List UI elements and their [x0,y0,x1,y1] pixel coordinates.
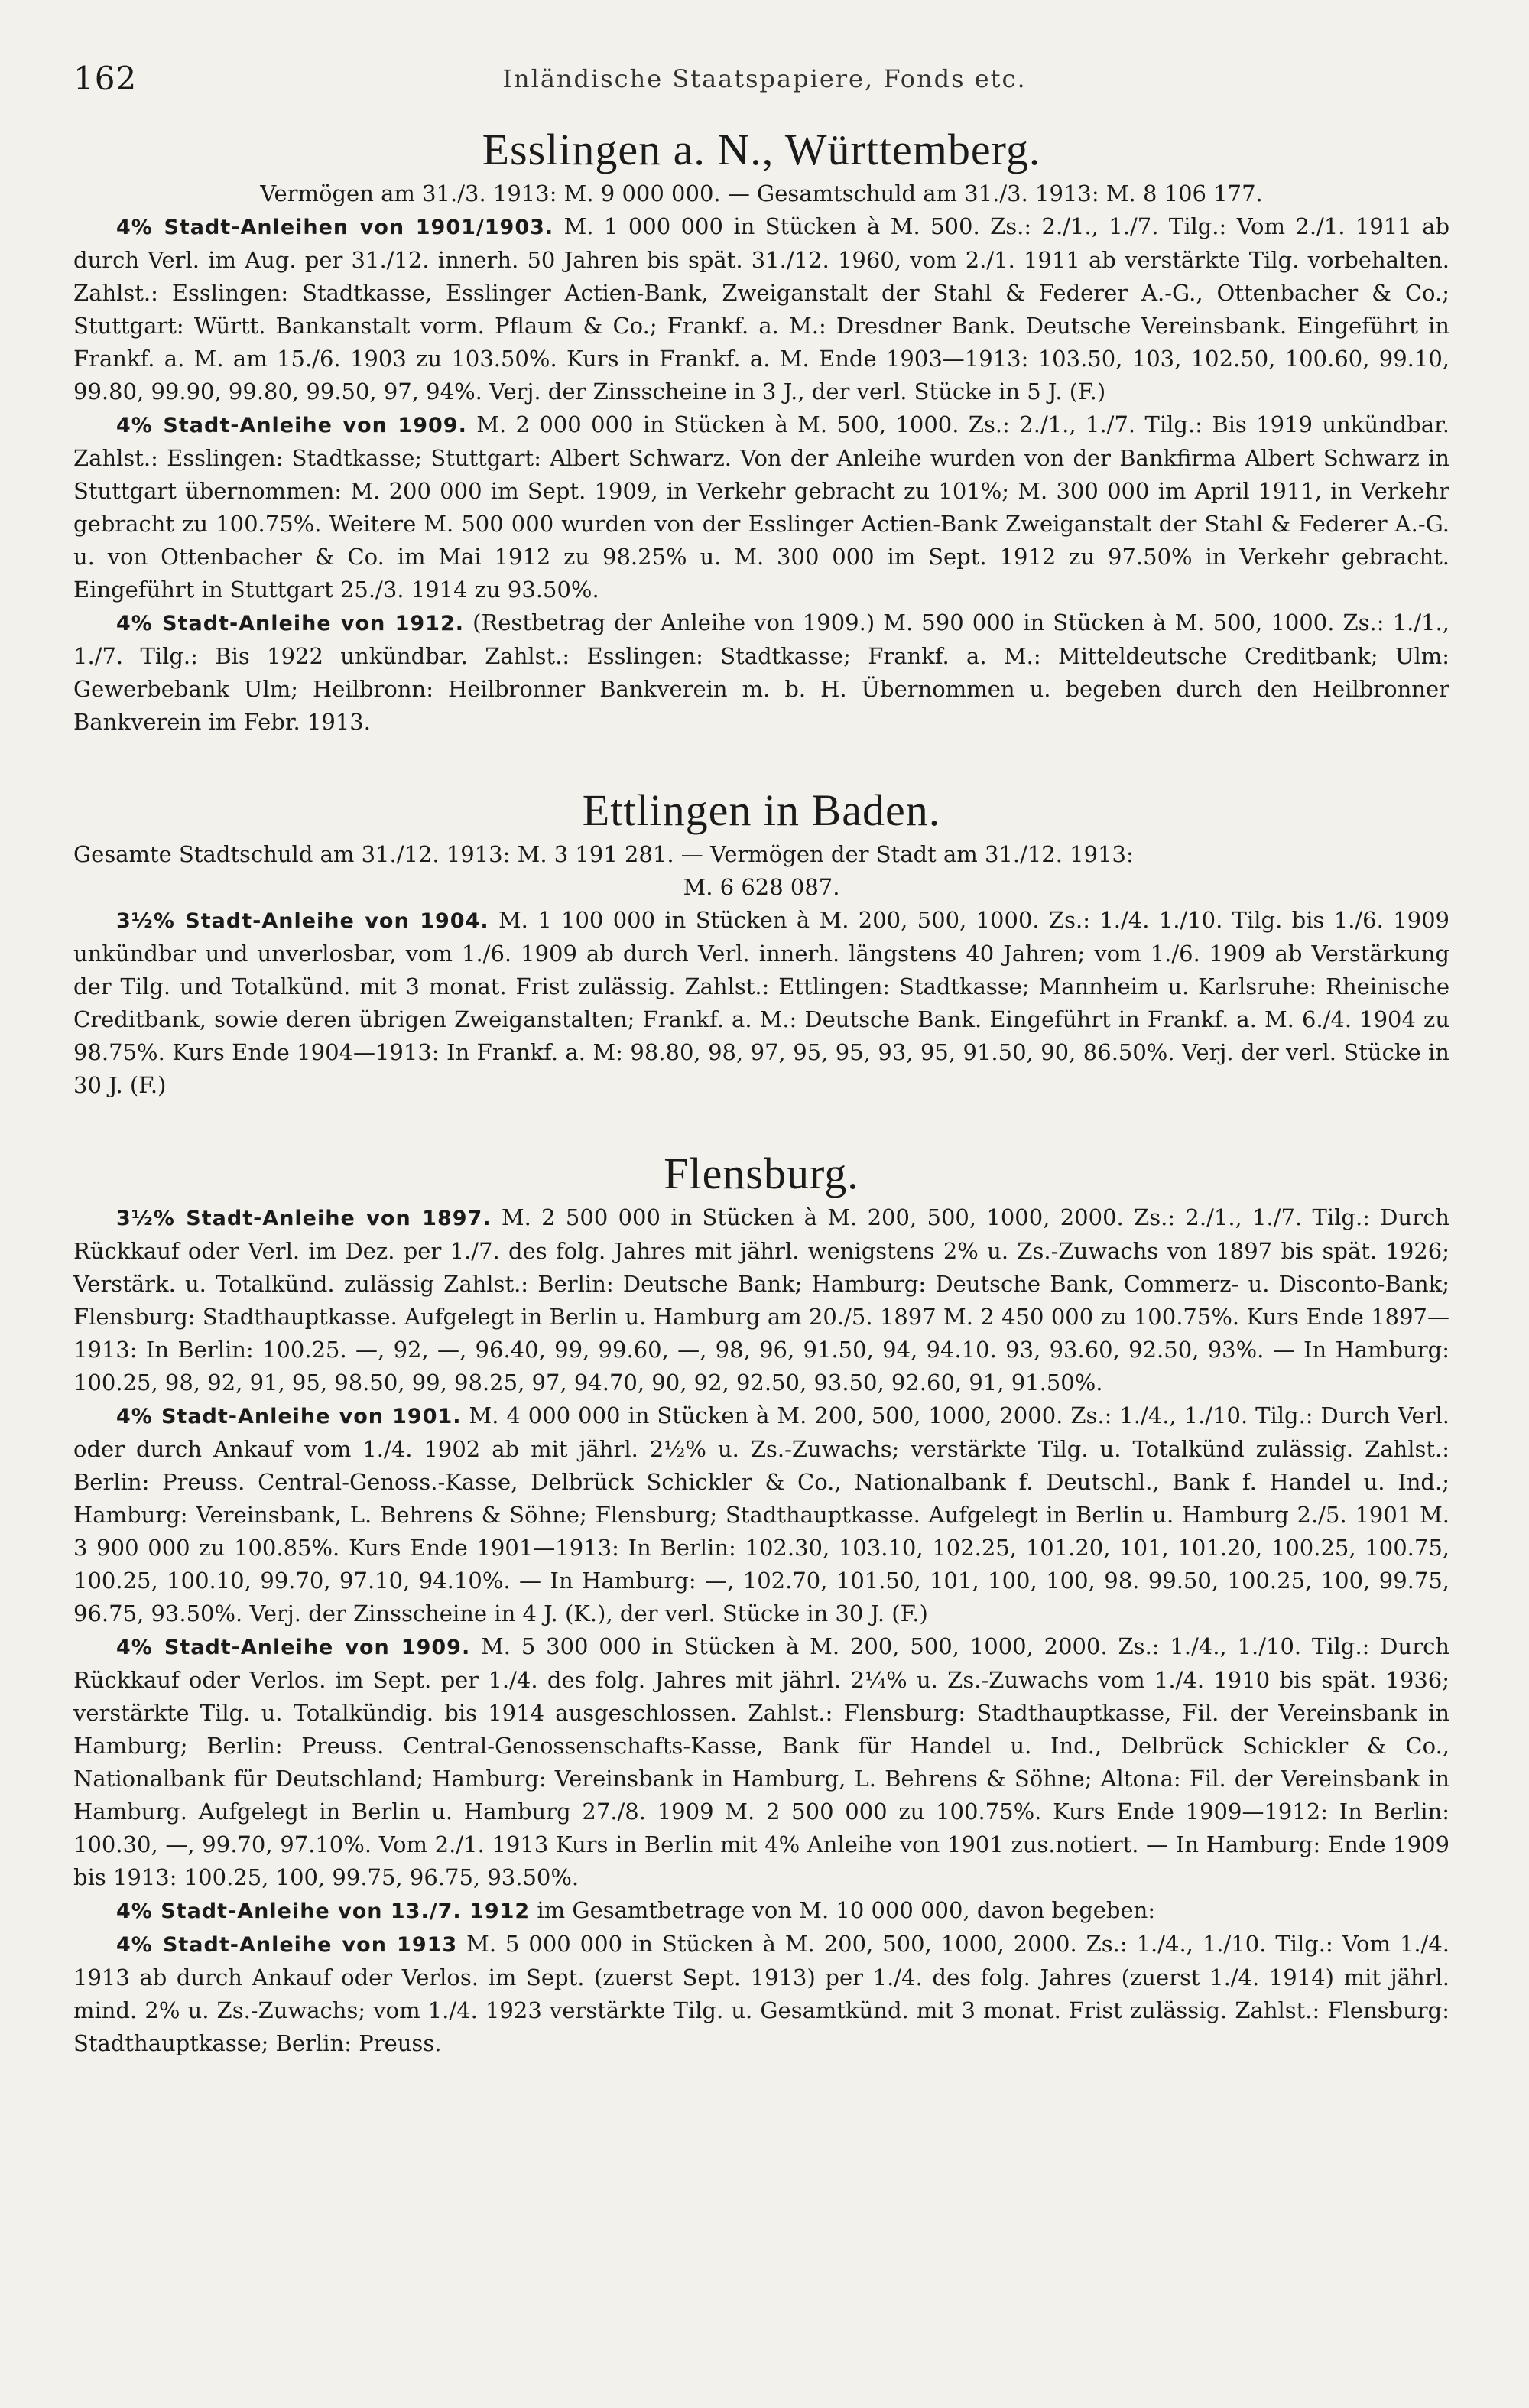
bond-entry [73,1630,1449,1894]
bond-entry [73,606,1449,739]
section-flensburg [73,1146,1449,2060]
bond-title: 4% Stadt-Anleihe von 1913 [116,1933,458,1957]
section-esslingen [73,122,1449,739]
section-heading: Ettlingen in Baden. [582,785,941,835]
bond-entry [73,210,1449,408]
bond-text: M. 5 300 000 in Stücken à M. 200, 500, 1000, 2000. Zs.: 1./4., 1./10. Tilg.: Durch Rückkauf oder Verlos. im Sept. per 1./4. des folg. Jahres mit jährl. 2¼% u. Zs.-Zuwachs vom 1./4. 1910 bis spät. 1936; verstärkte Tilg. u. Totalkündig. bis 1914 ausgeschlossen. Zahlst.: Flensburg: Stadthauptkasse, Fil. der Vereinsbank in Hamburg; Berlin: Preuss. Central-Genossenschafts-Kasse, Bank für Handel u. Ind., Delbrück Schickler & Co., Nationalbank für Deutschland; Hamburg: Vereinsbank in Hamburg, L. Behrens & Söhne; Altona: Fil. der Vereinsbank in Hamburg. Aufgelegt in Berlin u. Hamburg 27./8. 1909 M. 2 500 000 zu 100.75%. Kurs Ende 1909—1912: In Berlin: 100.30, —, 99.70, 97.10%. Vom 2./1. 1913 Kurs in Berlin mit 4% Anleihe von 1901 zus.notiert. — In Hamburg: Ende 1909 bis 1913: 100.25, 100, 99.75, 96.75, 93.50%. [73,1633,1449,1890]
bond-title: 4% Stadt-Anleihen von 1901/1903. [116,216,554,239]
section-intro: Gesamte Stadtschuld am 31./12. 1913: M. 3 191 281. — Vermögen der Stadt am 31./12. 1913: [73,841,1134,867]
bond-title: 4% Stadt-Anleihe von 13./7. 1912 [116,1899,531,1923]
bond-title: 4% Stadt-Anleihe von 1901. [116,1405,462,1428]
section-intro-cont: M. 6 628 087. [683,874,840,900]
running-head [73,60,1456,106]
bond-entry [73,904,1449,1102]
bond-text: M. 2 000 000 in Stücken à M. 500, 1000. Zs.: 2./1., 1./7. Tilg.: Bis 1919 unkündbar. Zahlst.: Esslingen: Stadtkasse; Stuttgart: Albert Schwarz. Von der Anleihe wurden von der Bankfirma Albert Schwarz in Stuttgart übernommen: M. 200 000 im Sept. 1909, in Verkehr gebracht zu 101%; M. 300 000 im April 1911, in Verkehr gebracht zu 100.75%. Weitere M. 500 000 wurden von der Esslinger Actien-Bank Zweiganstalt der Stahl & Federer A.-G. u. von Ottenbacher & Co. im Mai 1912 zu 98.25% u. M. 300 000 im Sept. 1912 zu 97.50% in Verkehr gebracht. Eingeführt in Stuttgart 25./3. 1914 zu 93.50%. [73,411,1449,603]
bond-title: 4% Stadt-Anleihe von 1912. [116,612,464,635]
running-title: Inländische Staatspapiere, Fonds etc. [502,64,1027,93]
section-heading: Flensburg. [664,1149,859,1198]
bond-text: M. 5 000 000 in Stücken à M. 200, 500, 1000, 2000. Zs.: 1./4., 1./10. Tilg.: Vom 1./4. 1913 ab durch Ankauf oder Verlos. im Sept. (zuerst Sept. 1913) per 1./4. des folg. Jahres (zuerst 1./4. 1914) mit jährl. mind. 2% u. Zs.-Zuwachs; vom 1./4. 1923 verstärkte Tilg. u. Gesamtkünd. mit 3 monat. Frist zulässig. Zahlst.: Flensburg: Stadthauptkasse; Berlin: Preuss. [73,1931,1449,2056]
page-body [73,122,1449,2060]
bond-text: (Restbetrag der Anleihe von 1909.) M. 590 000 in Stücken à M. 500, 1000. Zs.: 1./1., 1./7. Tilg.: Bis 1922 unkündbar. Zahlst.: Esslingen: Stadtkasse; Frankf. a. M.: Mitteldeutsche Creditbank; Ulm: Gewerbebank Ulm; Heilbronn: Heilbronner Bankverein m. b. H. Übernommen u. begeben durch den Heilbronner Bankverein im Febr. 1913. [73,609,1449,735]
bond-title: 4% Stadt-Anleihe von 1909. [116,414,467,437]
bond-text: M. 1 100 000 in Stücken à M. 200, 500, 1000. Zs.: 1./4. 1./10. Tilg. bis 1./6. 1909 unkündbar und unverlosbar, vom 1./6. 1909 ab durch Verl. innerh. längstens 40 Jahren; vom 1./6. 1909 ab Verstärkung der Tilg. und Totalkünd. mit 3 monat. Frist zulässig. Zahlst.: Ettlingen: Stadtkasse; Mannheim u. Karlsruhe: Rheinische Creditbank, sowie deren übrigen Zweiganstalten; Frankf. a. M.: Deutsche Bank. Eingeführt in Frankf. a. M. 6./4. 1904 zu 98.75%. Kurs Ende 1904—1913: In Frankf. a. M: 98.80, 98, 97, 95, 95, 93, 95, 91.50, 90, 86.50%. Verj. der verl. Stücke in 30 J. (F.) [73,907,1449,1098]
bond-text: M. 4 000 000 in Stücken à M. 200, 500, 1000, 2000. Zs.: 1./4., 1./10. Tilg.: Durch Verl. oder durch Ankauf vom 1./4. 1902 ab mit jährl. 2½% u. Zs.-Zuwachs; verstärkte Tilg. u. Totalkünd zulässig. Zahlst.: Berlin: Preuss. Central-Genoss.-Kasse, Delbrück Schickler & Co., Nationalbank f. Deutschl., Bank f. Handel u. Ind.; Hamburg: Vereinsbank, L. Behrens & Söhne; Flensburg; Stadthauptkasse. Aufgelegt in Berlin u. Hamburg 2./5. 1901 M. 3 900 000 zu 100.85%. Kurs Ende 1901—1913: In Berlin: 102.30, 103.10, 102.25, 101.20, 101, 101.20, 100.25, 100.75, 100.25, 100.10, 99.70, 97.10, 94.10%. — In Hamburg: —, 102.70, 101.50, 101, 100, 100, 98. 99.50, 100.25, 100, 99.75, 96.75, 93.50%. Verj. der Zinsscheine in 4 J. (K.), der verl. Stücke in 30 J. (F.) [73,1402,1450,1626]
bond-entry [73,408,1449,606]
bond-title: 3½% Stadt-Anleihe von 1897. [116,1207,492,1230]
bond-text: M. 1 000 000 in Stücken à M. 500. Zs.: 2./1., 1./7. Tilg.: Vom 2./1. 1911 ab durch Verl. im Aug. per 31./12. innerh. 50 Jahren bis spät. 31./12. 1960, vom 2./1. 1911 ab verstärkte Tilg. vorbehalten. Zahlst.: Esslingen: Stadtkasse, Esslinger Actien-Bank, Zweiganstalt der Stahl & Federer A.-G., Ottenbacher & Co.; Stuttgart: Württ. Bankanstalt vorm. Pflaum & Co.; Frankf. a. M.: Dresdner Bank. Deutsche Vereinsbank. Eingeführt in Frankf. a. M. am 15./6. 1903 zu 103.50%. Kurs in Frankf. a. M. Ende 1903—1913: 103.50, 103, 102.50, 100.60, 99.10, 99.80, 99.90, 99.80, 99.50, 97, 94%. Verj. der Zinsscheine in 3 J., der verl. Stücke in 5 J. (F.) [73,213,1450,405]
section-heading: Esslingen a. N., Württemberg. [482,125,1041,174]
page-number: 162 [73,60,138,97]
bond-entry [73,1201,1449,1399]
section-ettlingen [73,783,1449,1102]
bond-entry [73,1928,1449,2060]
bond-entry [73,1399,1449,1630]
bond-text: M. 2 500 000 in Stücken à M. 200, 500, 1000, 2000. Zs.: 2./1., 1./7. Tilg.: Durch Rückkauf oder Verl. im Dez. per 1./7. des folg. Jahres mit jährl. wenigstens 2% u. Zs.-Zuwachs von 1897 bis spät. 1926; Verstärk. u. Totalkünd. zulässig Zahlst.: Berlin: Deutsche Bank; Hamburg: Deutsche Bank, Commerz- u. Disconto-Bank; Flensburg: Stadthauptkasse. Aufgelegt in Berlin u. Hamburg am 20./5. 1897 M. 2 450 000 zu 100.75%. Kurs Ende 1897—1913: In Berlin: 100.25. —, 92, —, 96.40, 99, 99.60, —, 98, 96, 91.50, 94, 94.10. 93, 93.60, 92.50, 93%. — In Hamburg: 100.25, 98, 92, 91, 95, 98.50, 99, 98.25, 97, 94.70, 90, 92, 92.50, 93.50, 92.60, 91, 91.50%. [73,1204,1450,1396]
bond-entry [73,1894,1449,1928]
section-intro: Vermögen am 31./3. 1913: M. 9 000 000. — Gesamtschuld am 31./3. 1913: M. 8 106 177. [260,180,1263,206]
bond-title: 4% Stadt-Anleihe von 1909. [116,1636,471,1659]
bond-title: 3½% Stadt-Anleihe von 1904. [116,909,489,933]
bond-text: im Gesamtbetrage von M. 10 000 000, davon begeben: [537,1897,1156,1923]
